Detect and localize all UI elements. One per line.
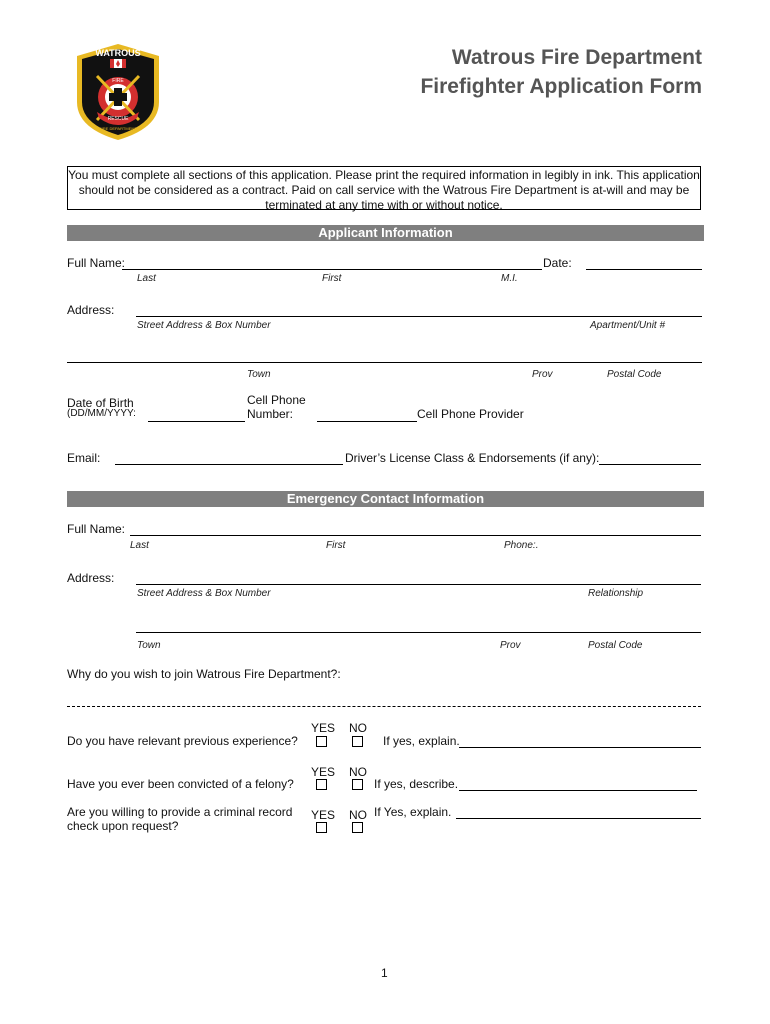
q2-no-label: NO	[349, 765, 367, 779]
q1-question: Do you have relevant previous experience?	[67, 734, 298, 748]
q1-yes-label: YES	[311, 721, 336, 735]
q3-yes-checkbox[interactable]	[316, 822, 327, 833]
section-emergency-header: Emergency Contact Information	[67, 491, 704, 507]
q3-no-label: NO	[349, 808, 367, 822]
emergency-street-field[interactable]	[136, 584, 701, 585]
emergency-postal-caption: Postal Code	[588, 640, 643, 651]
logo-rescue-text: RESCUE	[107, 116, 129, 122]
emergency-street-caption: Street Address & Box Number	[137, 588, 271, 599]
emergency-town-caption: Town	[137, 640, 161, 651]
applicant-street-field[interactable]	[136, 316, 702, 317]
q2-follow-label: If yes, describe.	[374, 777, 459, 791]
why-join-field[interactable]	[67, 706, 701, 707]
applicant-dob-label: Date of Birth	[67, 396, 134, 410]
q1-no-label: NO	[349, 721, 367, 735]
q3-question-line1: Are you willing to provide a criminal record	[67, 805, 293, 819]
why-join-label: Why do you wish to join Watrous Fire Department?:	[67, 667, 341, 681]
q2-follow-field[interactable]	[459, 790, 697, 791]
applicant-license-field[interactable]	[599, 464, 701, 465]
applicant-street-caption: Street Address & Box Number	[137, 320, 271, 331]
q3-follow-field[interactable]	[456, 818, 701, 819]
emergency-first-caption: First	[326, 540, 346, 551]
logo-fire-text: FIRE	[112, 78, 124, 84]
applicant-first-caption: First	[322, 273, 342, 284]
applicant-license-label: Driver’s License Class & Endorsements (if any):	[345, 451, 600, 465]
applicant-date-field[interactable]	[586, 269, 702, 270]
notice-box: You must complete all sections of this application. Please print the required information in legibly in ink. This application should not be considered as a contract. Paid on call service with the Watrous Fire Department is at-will and may be terminated at any time with or without notice.	[68, 168, 700, 212]
applicant-dob-format: (DD/MM/YYYY:	[67, 408, 136, 419]
applicant-prov-caption: Prov	[532, 369, 553, 380]
q2-question: Have you ever been convicted of a felony?	[67, 777, 294, 791]
q2-yes-checkbox[interactable]	[316, 779, 327, 790]
emergency-full-name-field[interactable]	[130, 535, 701, 536]
q1-follow-field[interactable]	[459, 747, 701, 748]
form-title-line1: Watrous Fire Department	[451, 46, 702, 69]
emergency-last-caption: Last	[130, 540, 149, 551]
department-logo	[73, 42, 163, 142]
applicant-cell-label-2: Number:	[247, 407, 294, 421]
section-applicant-header: Applicant Information	[67, 225, 704, 241]
applicant-cell-field[interactable]	[317, 421, 417, 422]
q1-follow-label: If yes, explain.	[383, 734, 460, 748]
emergency-town-field[interactable]	[136, 632, 701, 633]
q3-no-checkbox[interactable]	[352, 822, 363, 833]
applicant-email-field[interactable]	[115, 464, 343, 465]
applicant-date-label: Date:	[543, 256, 572, 270]
applicant-full-name-field[interactable]	[122, 269, 542, 270]
applicant-apartment-caption: Apartment/Unit #	[590, 320, 666, 331]
emergency-address-label: Address:	[67, 571, 115, 585]
applicant-town-caption: Town	[247, 369, 271, 380]
applicant-full-name-label: Full Name:	[67, 256, 126, 270]
q1-yes-checkbox[interactable]	[316, 736, 327, 747]
q3-yes-label: YES	[311, 808, 336, 822]
emergency-full-name-label: Full Name:	[67, 522, 126, 536]
applicant-postal-caption: Postal Code	[607, 369, 662, 380]
applicant-cell-provider-label: Cell Phone Provider	[417, 407, 524, 421]
applicant-address-label: Address:	[67, 303, 115, 317]
form-title-line2: Firefighter Application Form	[420, 75, 702, 98]
logo-bottom-text: FIRE DEPARTMENT	[99, 126, 137, 131]
applicant-email-label: Email:	[67, 451, 101, 465]
page-number: 1	[381, 966, 388, 980]
q2-no-checkbox[interactable]	[352, 779, 363, 790]
applicant-cell-label-1: Cell Phone	[247, 393, 306, 407]
applicant-mi-caption: M.I.	[501, 273, 518, 284]
emergency-phone-caption: Phone:.	[504, 540, 539, 551]
q3-question-line2: check upon request?	[67, 819, 179, 833]
applicant-dob-field[interactable]	[148, 421, 245, 422]
applicant-last-caption: Last	[137, 273, 156, 284]
q1-no-checkbox[interactable]	[352, 736, 363, 747]
q2-yes-label: YES	[311, 765, 336, 779]
q3-follow-label: If Yes, explain.	[374, 805, 452, 819]
emergency-prov-caption: Prov	[500, 640, 521, 651]
emergency-relationship-caption: Relationship	[588, 588, 644, 599]
applicant-town-field[interactable]	[67, 362, 702, 363]
logo-top-text: WATROUS	[95, 48, 141, 58]
